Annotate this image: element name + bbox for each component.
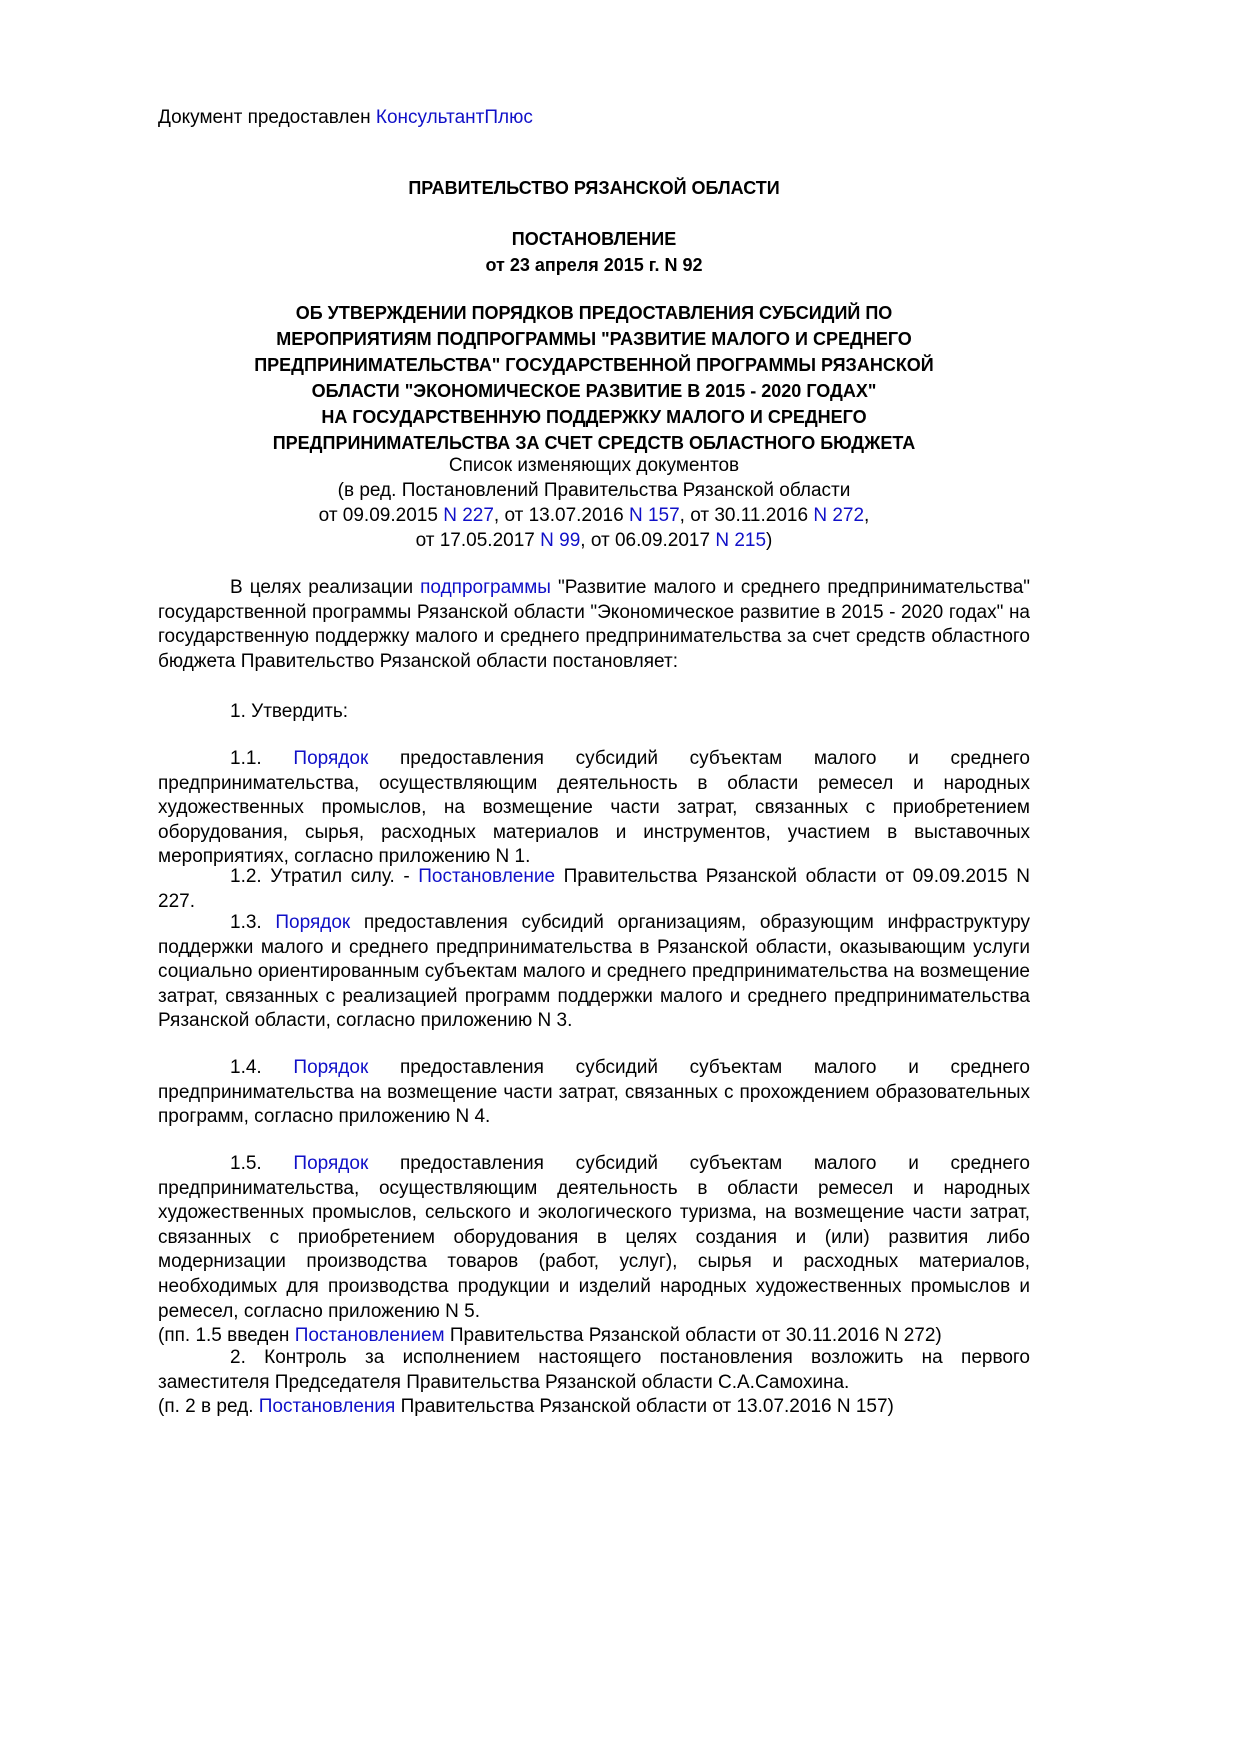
- amendment-link-227[interactable]: N 227: [443, 505, 494, 526]
- preamble-text: "Развитие малого и среднего предпринимательства" государственной программы Рязанской области "Экономическое развитие в 2015 - 2020 годах" на государственную поддержку малого и среднего предпринимательства за счет средств областного бюджета Правительство Рязанской области постановляет:: [158, 577, 1031, 672]
- amendment-link-157[interactable]: N 157: [628, 505, 680, 526]
- procedure-link-1-1[interactable]: Порядок: [293, 748, 369, 769]
- amendments-heading: Список изменяющих документов: [448, 455, 740, 476]
- preamble-paragraph: [158, 576, 1030, 674]
- clause-number: 1.3.: [230, 912, 276, 933]
- amendments-list: [158, 453, 1030, 553]
- authority-heading: ПРАВИТЕЛЬСТВО РЯЗАНСКОЙ ОБЛАСТИ: [408, 178, 780, 198]
- clause-number: 1.2. Утратил силу. -: [230, 866, 419, 887]
- clause-1: [158, 700, 1030, 725]
- amendments-intro: (в ред. Постановлений Правительства Рязанской области: [337, 480, 851, 501]
- document-title: [158, 300, 1030, 456]
- clause-1-3: [158, 911, 1030, 1034]
- amendments-line: [158, 528, 1030, 553]
- title-line: МЕРОПРИЯТИЯМ ПОДПРОГРАММЫ "РАЗВИТИЕ МАЛОГО И СРЕДНЕГО: [276, 329, 912, 349]
- note-text: Правительства Рязанской области от 30.11.2016 N 272): [444, 1325, 942, 1347]
- clause-2-text: 2. Контроль за исполнением настоящего постановления возложить на первого заместителя Председателя Правительства Рязанской области С.А.Самохина.: [158, 1347, 1030, 1393]
- title-line: ОБ УТВЕРЖДЕНИИ ПОРЯДКОВ ПРЕДОСТАВЛЕНИЯ СУБСИДИЙ ПО: [295, 303, 893, 323]
- subprogram-link[interactable]: подпрограммы: [420, 577, 551, 598]
- clause-text: предоставления субсидий организациям, образующим инфраструктуру поддержки малого и среднего предпринимательства в Рязанской области, оказывающим услуги социально ориентированным субъектам малого и среднего предпринимательства на возмещение затрат, связанных с реализацией программ поддержки малого и среднего предпринимательства Рязанской области, согласно приложению N 3.: [158, 912, 1030, 1032]
- title-line: ПРЕДПРИНИМАТЕЛЬСТВА ЗА СЧЕТ СРЕДСТВ ОБЛАСТНОГО БЮДЖЕТА: [272, 433, 916, 453]
- clause-1-text: 1. Утвердить:: [230, 701, 349, 722]
- clause-number: 1.4.: [230, 1057, 294, 1078]
- separator: ): [766, 530, 773, 551]
- amendment-link-272[interactable]: N 272: [813, 505, 865, 526]
- note-text: Правительства Рязанской области от 13.07.2016 N 157): [395, 1396, 894, 1418]
- clause-1-2: [158, 865, 1030, 914]
- clause-2: [158, 1346, 1030, 1420]
- resolution-link-1-5-note[interactable]: Постановлением: [294, 1325, 445, 1347]
- amendment-link-99[interactable]: N 99: [540, 530, 581, 551]
- separator: ,: [580, 530, 591, 551]
- decree-heading: [158, 226, 1030, 278]
- separator: ,: [864, 505, 870, 526]
- clause-text: предоставления субсидий субъектам малого и среднего предпринимательства, осуществляющим деятельность в области ремесел и народных художественных промыслов, сельского и экологического туризма, на возмещение части затрат, связанных с приобретением оборудования в целях создания и (или) развития либо модернизации производства товаров (работ, услуг), сырья и расходных материалов, необходимых для производства продукции и изделий народных художественных промыслов и ремесел, согласно приложению N 5.: [158, 1153, 1030, 1322]
- amendment-link-215[interactable]: N 215: [715, 530, 767, 551]
- title-line: ОБЛАСТИ "ЭКОНОМИЧЕСКОЕ РАЗВИТИЕ В 2015 - 2020 ГОДАХ": [311, 381, 877, 401]
- doc-date-number: от 23 апреля 2015 г. N 92: [485, 255, 703, 275]
- amendment-date: от 17.05.2017: [415, 530, 541, 551]
- preamble-text: В целях реализации: [230, 577, 421, 598]
- clause-number: 1.1.: [230, 748, 294, 769]
- clause-1-1: [158, 747, 1030, 870]
- clause-number: 1.5.: [230, 1153, 294, 1174]
- resolution-link-2-note[interactable]: Постановления: [258, 1396, 396, 1418]
- consultant-plus-link[interactable]: КонсультантПлюс: [375, 107, 533, 128]
- amendment-date: от 13.07.2016: [504, 505, 629, 526]
- amendment-date: от 09.09.2015: [318, 505, 444, 526]
- clause-text: предоставления субсидий субъектам малого и среднего предпринимательства на возмещение части затрат, связанных с прохождением образовательных программ, согласно приложению N 4.: [158, 1057, 1030, 1128]
- separator: ,: [679, 505, 691, 526]
- amendment-date: от 06.09.2017: [590, 530, 716, 551]
- doc-type: ПОСТАНОВЛЕНИЕ: [511, 229, 677, 249]
- title-line: НА ГОСУДАРСТВЕННУЮ ПОДДЕРЖКУ МАЛОГО И СРЕДНЕГО: [321, 407, 867, 427]
- clause-2-note: [158, 1395, 1030, 1420]
- procedure-link-1-3[interactable]: Порядок: [275, 912, 351, 933]
- note-text: (п. 2 в ред.: [158, 1396, 259, 1418]
- clause-text: Правительства Рязанской области от 09.09.2015 N 227.: [158, 866, 1030, 912]
- clause-1-4: [158, 1056, 1030, 1130]
- separator: ,: [493, 505, 505, 526]
- clause-text: предоставления субсидий субъектам малого и среднего предпринимательства, осуществляющим деятельность в области ремесел и народных художественных промыслов, на возмещение части затрат, связанных с приобретением оборудования, сырья, расходных материалов и инструментов, участием в выставочных мероприятиях, согласно приложению N 1.: [158, 748, 1030, 868]
- title-line: ПРЕДПРИНИМАТЕЛЬСТВА" ГОСУДАРСТВЕННОЙ ПРОГРАММЫ РЯЗАНСКОЙ: [254, 355, 934, 375]
- provided-by-text: Документ предоставлен: [158, 107, 376, 128]
- provided-by-line: [158, 104, 533, 132]
- resolution-link-1-2[interactable]: Постановление: [418, 866, 556, 887]
- note-text: (пп. 1.5 введен: [158, 1325, 295, 1347]
- procedure-link-1-5[interactable]: Порядок: [293, 1153, 369, 1174]
- clause-1-5: [158, 1152, 1030, 1349]
- procedure-link-1-4[interactable]: Порядок: [293, 1057, 369, 1078]
- amendment-date: от 30.11.2016: [690, 505, 814, 526]
- amendments-line: [158, 503, 1030, 528]
